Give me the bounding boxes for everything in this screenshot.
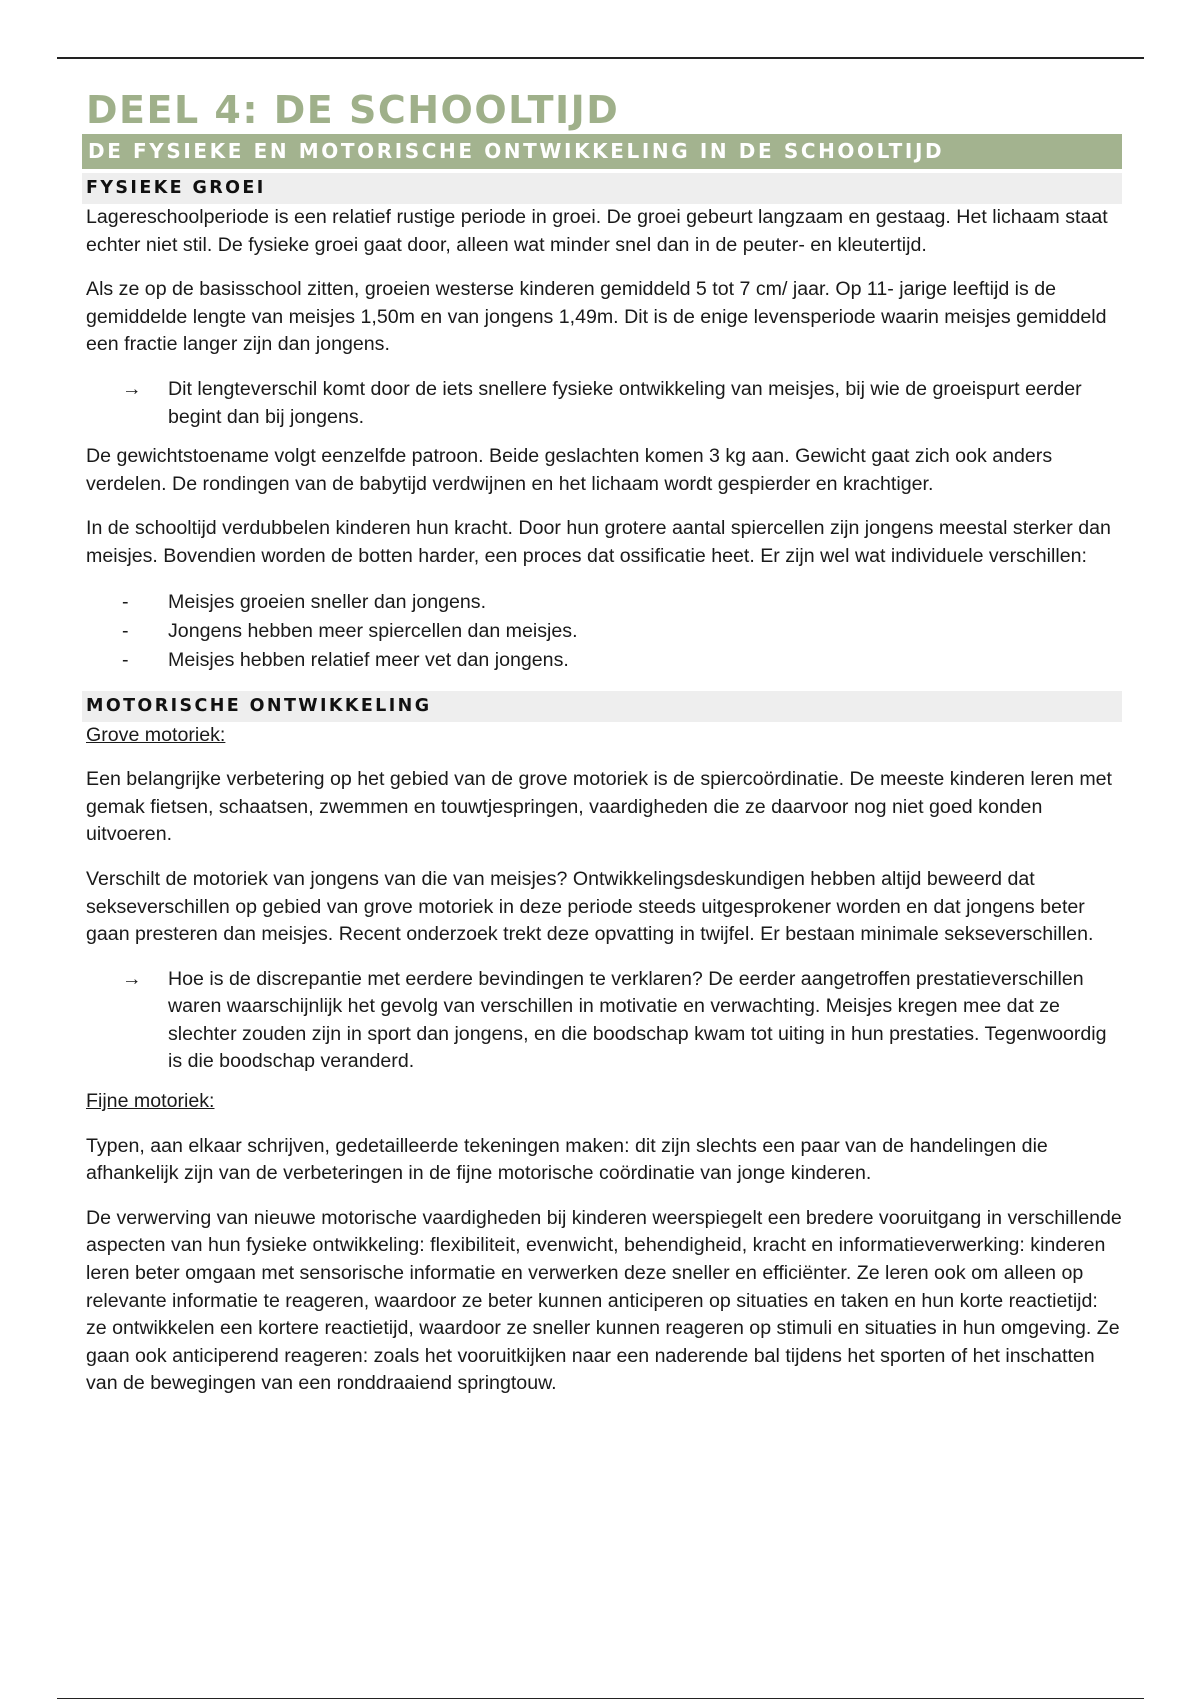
arrow-item-text: Dit lengteverschil komt door de iets snellere fysieke ontwikkeling van meisjes, bij wie de groeispurt eerder begint dan bij jongens. xyxy=(168,377,1082,428)
dash-icon: - xyxy=(122,619,129,642)
gross-motor-label: Grove motoriek: xyxy=(86,723,226,746)
paragraph: In de schooltijd verdubbelen kinderen hun kracht. Door hun grotere aantal spiercellen zijn jongens meestal sterker dan meisjes. Bovendien worden de botten harder, een proces dat ossificatie heet. Er zijn wel wat individuele verschillen: xyxy=(86,517,1111,567)
section-heading: DE FYSIEKE EN MOTORISCHE ONTWIKKELING IN DE SCHOOLTIJD xyxy=(82,134,1122,169)
subheading-physical-growth: FYSIEKE GROEI xyxy=(82,173,1122,204)
paragraph: Als ze op de basisschool zitten, groeien westerse kinderen gemiddeld 5 tot 7 cm/ jaar. Op 11- jarige leeftijd is de gemiddelde lengte van meisjes 1,50m en van jongens 1,49m. Dit is de enige levensperiode waarin meisjes gemiddeld een fractie langer zijn dan jongens. xyxy=(86,278,1107,356)
document-title: DEEL 4: DE SCHOOLTIJD xyxy=(86,88,620,132)
list-item xyxy=(86,617,1122,646)
paragraph: Verschilt de motoriek van jongens van die van meisjes? Ontwikkelingsdeskundigen hebben altijd beweerd dat sekseverschillen op gebied van grove motoriek in deze periode steeds uitgesprokener worden en dat jongens beter gaan presteren dan meisjes. Recent onderzoek trekt deze opvatting in twijfel. Er bestaan minimale sekseverschillen. xyxy=(86,867,1094,946)
list-item xyxy=(86,646,1122,675)
arrow-icon: → xyxy=(122,967,142,990)
subheading-motor-development: MOTORISCHE ONTWIKKELING xyxy=(82,691,1122,722)
top-rule xyxy=(57,57,1144,59)
paragraph: Een belangrijke verbetering op het gebied van de grove motoriek is de spiercoördinatie. De meeste kinderen leren met gemak fietsen, schaatsen, zwemmen en touwtjespringen, vaardigheden die ze daarvoor nog niet goed konden uitvoeren. xyxy=(86,768,1113,846)
dash-icon: - xyxy=(122,590,129,613)
paragraph: De gewichtstoename volgt eenzelfde patroon. Beide geslachten komen 3 kg aan. Gewicht gaat zich ook anders verdelen. De rondingen van de babytijd verdwijnen en het lichaam wordt gespierder en krachtiger. xyxy=(86,445,1053,495)
arrow-icon: → xyxy=(122,377,142,400)
list-item-text: Meisjes hebben relatief meer vet dan jongens. xyxy=(168,648,569,671)
paragraph: Typen, aan elkaar schrijven, gedetailleerde tekeningen maken: dit zijn slechts een paar van de handelingen die afhankelijk zijn van de verbeteringen in de fijne motorische coördinatie van jonge kinderen. xyxy=(86,1134,1048,1185)
list-item xyxy=(86,588,1122,617)
paragraph: Lagereschoolperiode is een relatief rustige periode in groei. De groei gebeurt langzaam en gestaag. Het lichaam staat echter niet stil. De fysieke groei gaat door, alleen wat minder snel dan in de peuter- en kleutertijd. xyxy=(86,206,1108,256)
document-body xyxy=(82,88,1122,1415)
bottom-rule xyxy=(57,1698,1144,1699)
dash-list xyxy=(86,588,1122,675)
arrow-list-item xyxy=(86,376,1122,431)
arrow-list-item xyxy=(86,966,1122,1076)
list-item-text: Jongens hebben meer spiercellen dan meisjes. xyxy=(168,619,578,642)
list-item-text: Meisjes groeien sneller dan jongens. xyxy=(168,590,487,613)
fine-motor-label: Fijne motoriek: xyxy=(86,1090,215,1113)
arrow-item-text: Hoe is de discrepantie met eerdere bevindingen te verklaren? De eerder aangetroffen prestatieverschillen waren waarschijnlijk het gevolg van verschillen in motivatie en verwachting. Meisjes kregen mee dat ze slechter zouden zijn in sport dan jongens, en die boodschap kwam tot uiting in hun prestaties. Tegenwoordig is die boodschap veranderd. xyxy=(168,967,1107,1073)
paragraph: De verwerving van nieuwe motorische vaardigheden bij kinderen weerspiegelt een bredere vooruitgang in verschillende aspecten van hun fysieke ontwikkeling: flexibiliteit, evenwicht, behendigheid, kracht en informatieverwerking: kinderen leren beter omgaan met sensorische informatie en verwerken deze sneller en efficiënter. Ze leren ook om alleen op relevante informatie te reageren, waardoor ze beter kunnen anticiperen op situaties en taken en hun korte reactietijd: ze ontwikkelen een kortere reactietijd, waardoor ze sneller kunnen reageren op stimuli en situaties in hun omgeving. Ze gaan ook anticiperend reageren: zoals het vooruitkijken naar een naderende bal tijdens het sporten of het inschatten van de bewegingen van een ronddraaiend springtouw. xyxy=(86,1206,1122,1395)
dash-icon: - xyxy=(122,648,129,671)
